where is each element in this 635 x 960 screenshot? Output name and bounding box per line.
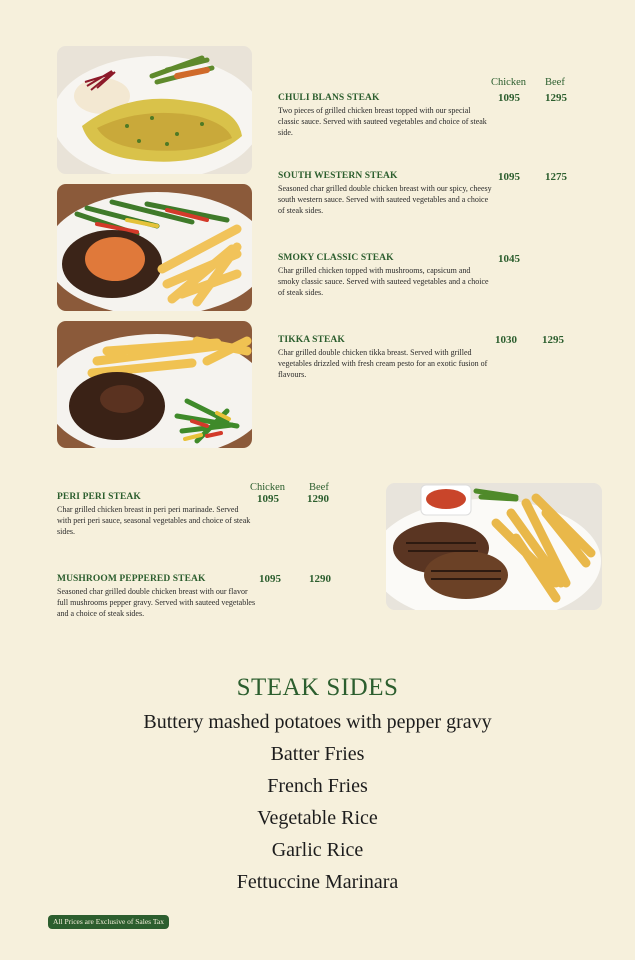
item-description: Seasoned char grilled double chicken breast with our spicy, cheesy south western sauce. Served with sauteed vegetables and a choice of steak sides. [278, 184, 492, 216]
item-description: Char grilled chicken breast in peri peri marinade. Served with peri peri sauce, seasonal vegetables and choice of steak sides. [57, 505, 251, 537]
beef-price: 1295 [545, 92, 567, 104]
item-name: TIKKA STEAK [278, 335, 345, 345]
item-name: PERI PERI STEAK [57, 492, 141, 502]
item-name: MUSHROOM PEPPERED STEAK [57, 574, 206, 584]
beef-price: 1290 [307, 493, 329, 505]
tikka-photo [57, 321, 252, 448]
side-item: Fettuccine Marinara [236, 871, 399, 893]
steak-sides-title: STEAK SIDES [236, 674, 399, 701]
side-item: French Fries [267, 775, 368, 797]
top-beef-header: Beef [545, 77, 565, 88]
side-item: Buttery mashed potatoes with pepper gravy [143, 711, 492, 733]
chuli-blans-photo [57, 46, 252, 174]
menu-item-tikka [278, 335, 493, 381]
chicken-price: 1095 [257, 493, 279, 505]
chicken-price: 1030 [495, 334, 517, 346]
chicken-price: 1095 [498, 171, 520, 183]
tax-note-badge: All Prices are Exclusive of Sales Tax [48, 915, 169, 929]
bottom-chicken-header: Chicken [250, 482, 285, 493]
beef-price: 1295 [542, 334, 564, 346]
menu-item-peri-peri [57, 492, 252, 538]
side-item: Vegetable Rice [257, 807, 378, 829]
beef-price: 1275 [545, 171, 567, 183]
item-name: SMOKY CLASSIC STEAK [278, 253, 394, 263]
menu-item-south-western [278, 171, 493, 217]
peri-peri-photo [386, 483, 602, 610]
bottom-beef-header: Beef [309, 482, 329, 493]
item-name: SOUTH WESTERN STEAK [278, 171, 398, 181]
beef-price: 1290 [309, 573, 331, 585]
top-chicken-header: Chicken [491, 77, 526, 88]
chicken-price: 1045 [498, 253, 520, 265]
item-description: Two pieces of grilled chicken breast topped with our special classic sauce. Served with sauteed vegetables and choice of steak side. [278, 106, 487, 138]
item-description: Seasoned char grilled double chicken breast with our flavor full mushrooms pepper gravy. Served with sauteed vegetables and a choice of steak sides. [57, 587, 256, 619]
chicken-price: 1095 [259, 573, 281, 585]
menu-item-smoky-classic [278, 253, 493, 299]
item-description: Char grilled chicken topped with mushrooms, capsicum and smoky classic sauce. Served with sauteed vegetables and a choice of steak sides. [278, 266, 489, 298]
south-western-photo [57, 184, 252, 311]
side-item: Garlic Rice [271, 839, 364, 861]
chicken-price: 1095 [498, 92, 520, 104]
item-description: Char grilled double chicken tikka breast. Served with grilled vegetables drizzled with fresh cream pesto for an exotic fusion of flavours. [278, 348, 488, 380]
menu-item-chuli-blans [278, 93, 493, 139]
side-item: Batter Fries [270, 743, 365, 765]
menu-item-mushroom-peppered [57, 574, 257, 620]
item-name: CHULI BLANS STEAK [278, 93, 380, 103]
